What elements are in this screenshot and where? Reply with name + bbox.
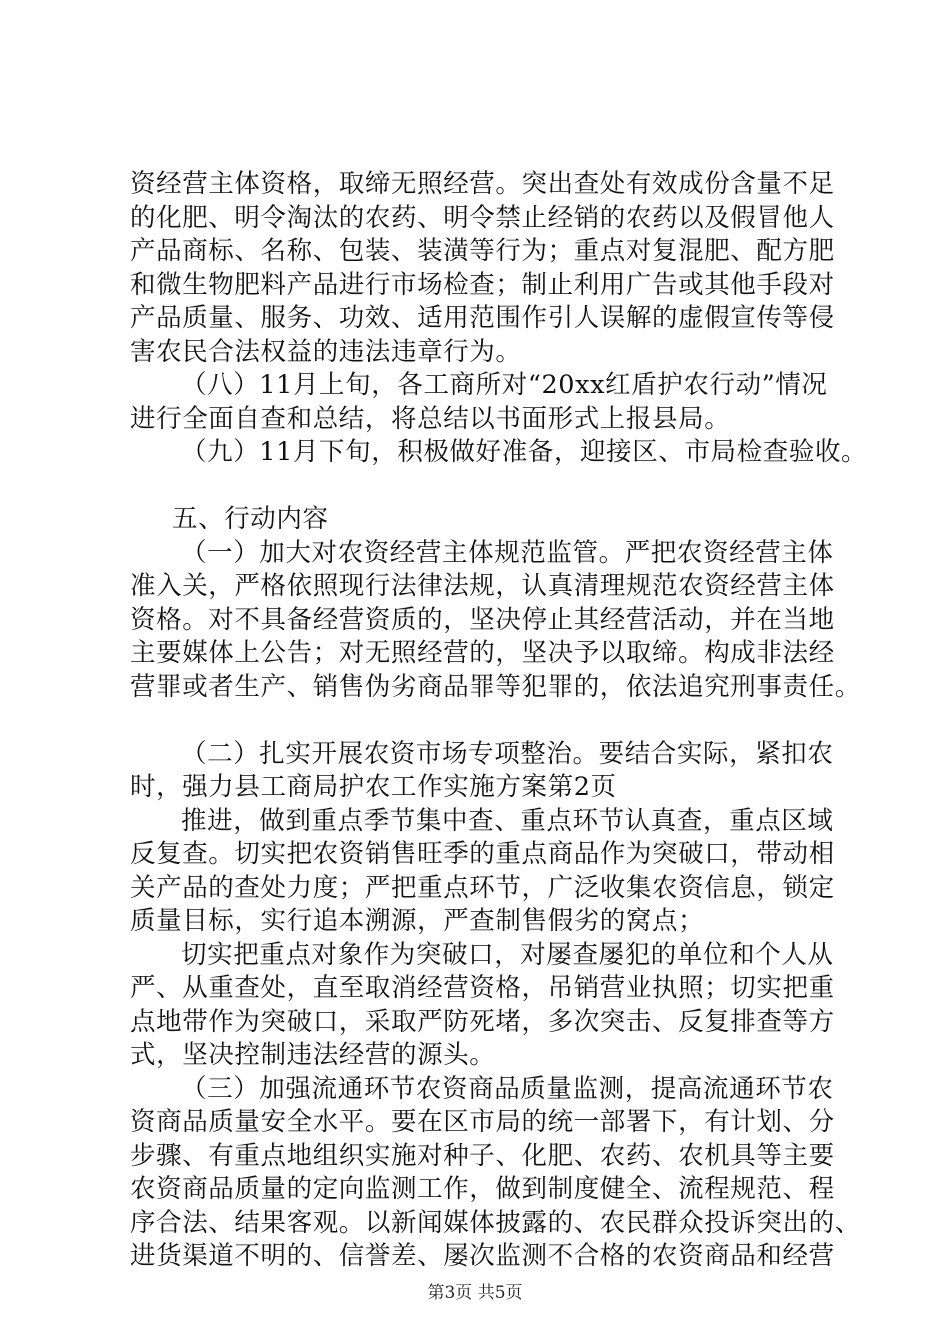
paragraph-line: 害农民合法权益的违法违章行为。 — [130, 336, 522, 367]
document-body — [130, 168, 868, 1274]
paragraph-line: （九）11月下旬，积极做好准备，迎接区、市局检查验收。 — [181, 437, 868, 467]
paragraph-line: 营罪或者生产、销售伪劣商品罪等犯罪的，依法追究刑事责任。 — [130, 671, 861, 702]
paragraph-line: 式，坚决控制违法经营的源头。 — [130, 1040, 496, 1070]
paragraph-line: 进货渠道不明的、信誉差、屡次监测不合格的农资商品和经营 — [130, 1241, 835, 1271]
paragraph-line: 主要媒体上公告；对无照经营的，坚决予以取缔。构成非法经 — [130, 638, 835, 668]
paragraph-line: 切实把重点对象作为突破口，对屡查屡犯的单位和个人从 — [181, 939, 834, 970]
paragraph-line: 产品商标、名称、包装、装潢等行为；重点对复混肥、配方肥 — [130, 236, 835, 266]
paragraph-line: 资经营主体资格，取缔无照经营。突出查处有效成份含量不足 — [130, 169, 835, 199]
paragraph-line: 资格。对不具备经营资质的，坚决停止其经营活动，并在当地 — [130, 604, 835, 635]
section-heading: 五、行动内容 — [172, 504, 329, 534]
paragraph-line: 产品质量、服务、功效、适用范围作引人误解的虚假宣传等侵 — [130, 303, 835, 333]
blank-line — [130, 470, 850, 504]
paragraph-line: 序合法、结果客观。以新闻媒体披露的、农民群众投诉突出的、 — [130, 1207, 861, 1238]
paragraph-line: 反复查。切实把农资销售旺季的重点商品作为突破口，带动相 — [130, 839, 835, 869]
paragraph-line: 步骤、有重点地组织实施对种子、化肥、农药、农机具等主要 — [130, 1140, 835, 1171]
paragraph-line: （二）扎实开展农资市场专项整治。要结合实际，紧扣农 — [181, 738, 834, 769]
paragraph-line: 点地带作为突破口，采取严防死堵，多次突击、反复排查等方 — [130, 1006, 835, 1037]
page-number-footer: 第3页 共5页 — [427, 1283, 523, 1303]
paragraph-line: 的化肥、明令淘汰的农药、明令禁止经销的农药以及假冒他人 — [130, 202, 835, 233]
paragraph-line: （三）加强流通环节农资商品质量监测，提高流通环节农 — [181, 1073, 834, 1104]
paragraph-line: 农资商品质量的定向监测工作，做到制度健全、流程规范、程 — [130, 1174, 835, 1204]
blank-line — [130, 704, 850, 738]
paragraph-line: 质量目标，实行追本溯源，严查制售假劣的窝点； — [130, 906, 705, 936]
paragraph-line: 进行全面自查和总结，将总结以书面形式上报县局。 — [130, 403, 731, 434]
paragraph-line: 时，强力县工商局护农工作实施方案第2页 — [130, 772, 617, 802]
paragraph-line: 关产品的查处力度；严把重点环节，广泛收集农资信息，锁定 — [130, 872, 835, 903]
paragraph-line: 准入关，严格依照现行法律法规，认真清理规范农资经营主体 — [130, 571, 835, 601]
paragraph-line: （一）加大对农资经营主体规范监管。严把农资经营主体 — [181, 537, 834, 568]
paragraph-line: 资商品质量安全水平。要在区市局的统一部署下，有计划、分 — [130, 1107, 835, 1137]
paragraph-line: 推进，做到重点季节集中查、重点环节认真查，重点区域 — [181, 805, 834, 836]
paragraph-line: （八）11月上旬，各工商所对“20xx红盾护农行动”情况 — [181, 370, 828, 400]
paragraph-line: 和微生物肥料产品进行市场检查；制止利用广告或其他手段对 — [130, 269, 835, 300]
paragraph-line: 严、从重查处，直至取消经营资格，吊销营业执照；切实把重 — [130, 973, 835, 1003]
